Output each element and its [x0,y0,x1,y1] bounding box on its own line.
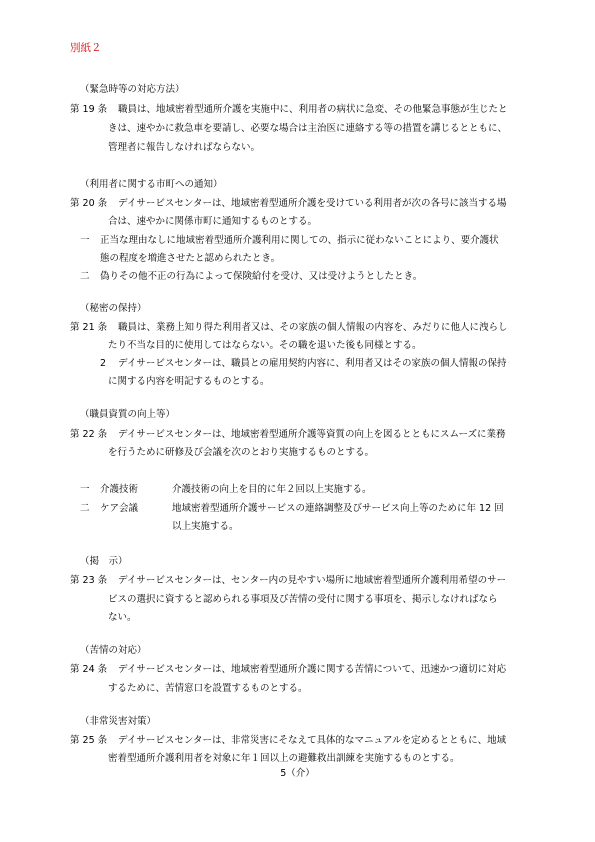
article-24-heading: （苦情の対応） [80,645,147,656]
article-20-number: 第 20 条 [70,198,108,209]
article-19-line: きは、速やかに救急車を要請し、必要な場合は主治医に連絡する等の措置を講じるとともに、 [108,123,508,134]
article-23-line: ない。 [108,612,137,623]
article-24-line: するために、苦情窓口を設置するものとする。 [108,683,308,694]
article-22-item-mark: 二 [80,503,90,514]
article-21-paragraph-line: デイサービスセンターは、職員との雇用契約内容に、利用者又はその家族の個人情報の保持 [118,358,507,369]
article-22-item-line: 地域密着型通所介護サービスの連絡調整及びサービス向上等のために年 12 回 [172,503,504,514]
article-21-paragraph-mark: 2 [100,358,107,369]
article-19-heading: （緊急時等の対応方法） [80,84,185,95]
article-24-line: デイサービスセンターは、地域密着型通所介護に関する苦情について、迅速かつ適切に対応 [118,664,507,675]
article-21-line: 職員は、業務上知り得た利用者又は、その家族の個人情報の内容を、みだりに他人に洩らし [118,322,508,333]
article-20-item-line: 偽りその他不正の行為によって保険給付を受け、又は受けようとしたとき。 [100,271,423,282]
article-25-heading: （非常災害対策） [80,716,157,727]
article-21-paragraph-line: に関する内容を明記するものとする。 [108,376,270,387]
article-20-line: 合は、速やかに関係市町に通知するものとする。 [108,216,318,227]
article-23-line: ビスの選択に資すると認められる事項及び苦情の受付に関する事項を、掲示しなければなら [108,594,498,605]
article-23-number: 第 23 条 [70,575,108,586]
article-20-item-mark: 二 [80,271,90,282]
article-21-number: 第 21 条 [70,322,108,333]
article-19-line: 管理者に報告しなければならない。 [108,142,261,153]
article-22-item-term: ケア会議 [100,503,139,514]
article-21-heading: （秘密の保持） [80,303,147,314]
article-22-item-line: 介護技術の向上を目的に年２回以上実施する。 [172,484,372,495]
article-25-line: 密着型通所介護利用者を対象に年１回以上の避難救出訓練を実施するものとする。 [108,753,460,764]
attachment-label: 別紙２ [70,42,102,54]
article-22-line: デイサービスセンターは、地域密着型通所介護等資質の向上を図るとともにスムーズに業務 [118,429,506,440]
article-19-line: 職員は、地域密着型通所介護を実施中に、利用者の病状に急変、その他緊急事態が生じたと [118,104,508,115]
article-22-item-mark: 一 [80,484,90,495]
article-23-heading: （掲 示） [80,556,128,567]
article-25-number: 第 25 条 [70,735,108,746]
article-22-item-term: 介護技術 [100,484,139,495]
article-22-item-line: 以上実施する。 [172,521,239,532]
article-22-line: を行うために研修及び会議を次のとおり実施するものとする。 [108,447,375,458]
article-22-number: 第 22 条 [70,429,108,440]
article-21-line: たり不当な目的に使用してはならない。その職を退いた後も同様とする。 [108,340,422,351]
article-20-item-line: 正当な理由なしに地域密着型通所介護利用に関しての、指示に従わないことにより、要介護状 [100,235,499,246]
article-25-line: デイサービスセンターは、非常災害にそなえて具体的なマニュアルを定めるとともに、地域 [118,735,507,746]
article-23-line: デイサービスセンターは、センター内の見やすい場所に地域密着型通所介護利用希望のサー [118,575,507,586]
article-20-line: デイサービスセンターは、地域密着型通所介護を受けている利用者が次の各号に該当する場 [118,198,507,209]
page-number: 5（介） [280,768,315,779]
article-19-number: 第 19 条 [70,104,108,115]
article-20-heading: （利用者に関する市町への通知） [80,179,223,190]
article-24-number: 第 24 条 [70,664,108,675]
article-20-item-line: 態の程度を増進させたと認められたとき。 [100,253,281,264]
article-22-heading: （職員資質の向上等） [80,409,176,420]
article-20-item-mark: 一 [80,235,90,246]
